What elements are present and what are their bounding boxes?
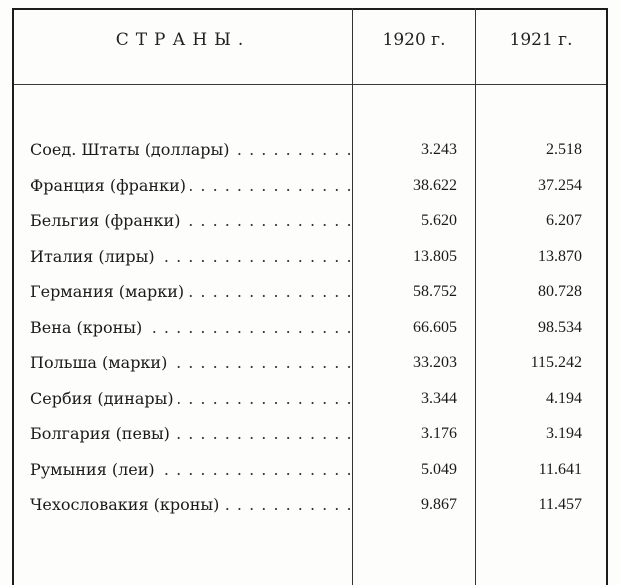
value-1920: 5.049 xyxy=(421,460,457,478)
table-row xyxy=(0,351,620,387)
value-1920: 38.622 xyxy=(413,176,457,194)
value-1920: 3.243 xyxy=(421,141,457,158)
header-countries: СТРАНЫ. xyxy=(115,30,251,50)
value-1920: 13.805 xyxy=(413,247,457,265)
table-row xyxy=(0,209,620,245)
value-1920: 9.867 xyxy=(421,496,457,513)
value-1921: 13.870 xyxy=(538,247,582,265)
table-row xyxy=(0,458,620,494)
header-year-1920: 1920 г. xyxy=(382,30,446,50)
country-name: Вена (кроны) xyxy=(30,318,146,337)
value-1921: 2.518 xyxy=(546,141,582,158)
value-1920: 5.620 xyxy=(421,212,457,229)
value-1921: 115.242 xyxy=(530,354,582,371)
value-1920: 3.344 xyxy=(421,389,457,407)
value-1921: 6.207 xyxy=(546,212,582,229)
table-row xyxy=(0,138,620,174)
value-1921: 4.194 xyxy=(546,389,582,407)
table-body xyxy=(0,138,620,529)
value-1920: 33.203 xyxy=(413,354,457,371)
country-name: Бельгия (франки) xyxy=(30,211,184,230)
country-name: Италия (лиры) xyxy=(30,247,159,266)
country-name: Франция (франки) xyxy=(30,176,190,195)
value-1920: 3.176 xyxy=(421,425,457,442)
country-name: Болгария (певы) xyxy=(30,424,174,443)
value-1921: 11.641 xyxy=(538,460,582,478)
table-row xyxy=(0,316,620,352)
country-name: Польша (марки) xyxy=(30,353,171,372)
value-1921: 3.194 xyxy=(546,425,582,442)
table-row xyxy=(0,174,620,210)
header-rule xyxy=(12,84,608,85)
value-1921: 37.254 xyxy=(538,176,582,194)
country-name: Чехословакия (кроны) xyxy=(30,495,223,514)
table-row xyxy=(0,245,620,281)
country-name: Сербия (динары) xyxy=(30,389,178,408)
header-year-1921: 1921 г. xyxy=(509,30,573,50)
country-name: Соед. Штаты (доллары) xyxy=(30,140,234,159)
value-1920: 66.605 xyxy=(413,318,457,336)
table-row xyxy=(0,422,620,458)
value-1921: 98.534 xyxy=(538,318,582,336)
table-row xyxy=(0,280,620,316)
value-1921: 11.457 xyxy=(538,496,582,513)
country-name: Германия (марки) xyxy=(30,282,188,301)
top-rule xyxy=(12,8,608,10)
value-1920: 58.752 xyxy=(413,283,457,300)
table-row xyxy=(0,387,620,423)
value-1921: 80.728 xyxy=(538,283,582,300)
table-row xyxy=(0,493,620,529)
country-name: Румыния (леи) xyxy=(30,460,159,479)
